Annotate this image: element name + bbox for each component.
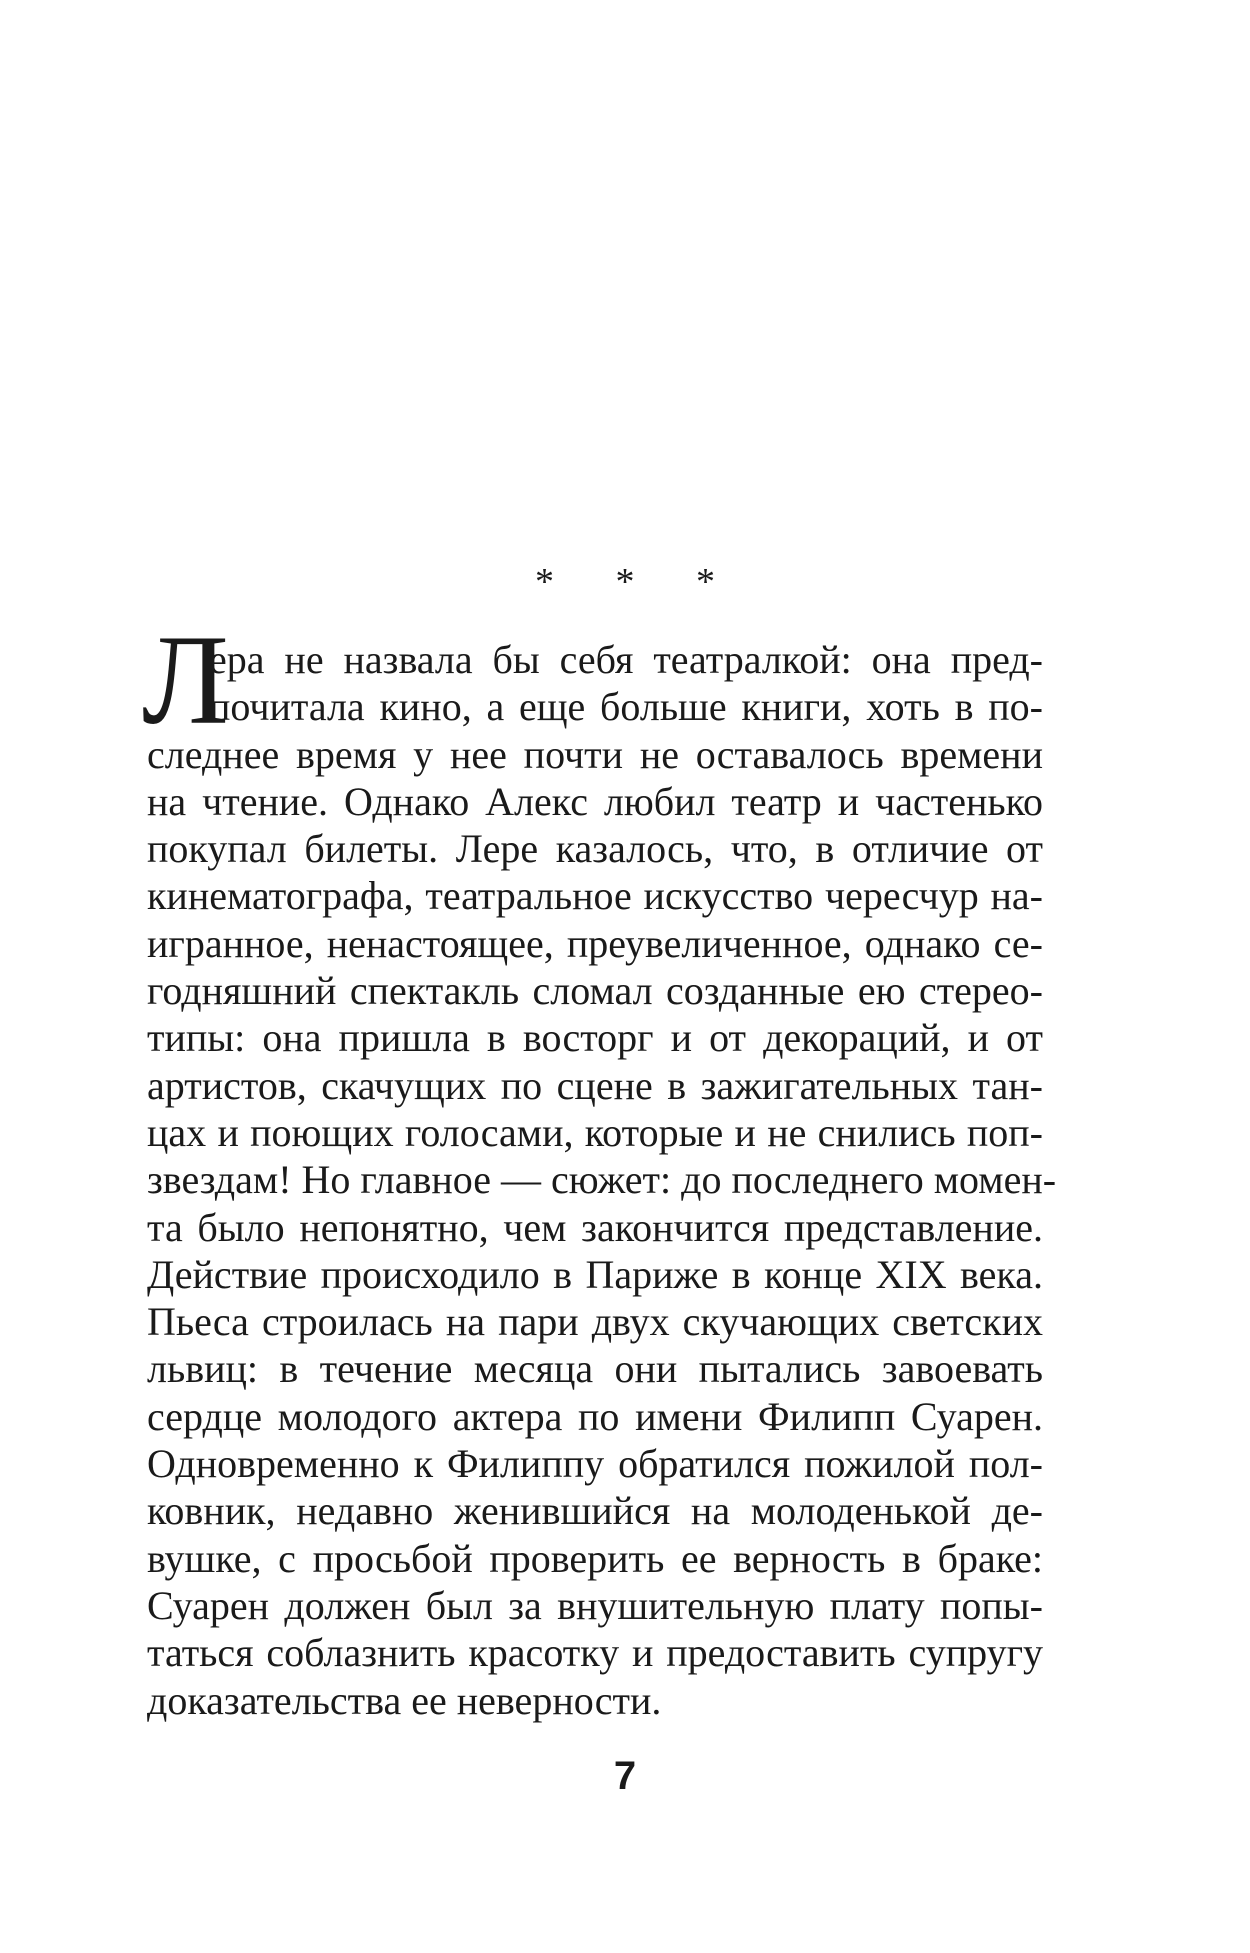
text-line: звездам! Но главное — сюжет: до последнего момен-: [147, 1157, 1057, 1203]
text-line: ера не назвала бы себя театралкой: она пред-: [209, 637, 1043, 682]
text-line: ковник, недавно женившийся на молоденькой де-: [147, 1488, 1043, 1534]
section-separator: * * *: [535, 561, 741, 603]
text-line: цах и поющих голосами, которые и не снились поп-: [147, 1109, 1043, 1155]
page-number: 7: [613, 1754, 637, 1798]
text-line: типы: она пришла в восторг и от декораций, и от: [147, 1015, 1043, 1061]
text-line: покупал билеты. Лере казалось, что, в отличие от: [147, 826, 1043, 872]
text-line: игранное, ненастоящее, преувеличенное, однако се-: [147, 920, 1043, 966]
text-line: Одновременно к Филиппу обратился пожилой пол-: [147, 1441, 1043, 1487]
text-line: почитала кино, а еще больше книги, хоть в по-: [209, 684, 1043, 730]
text-line: вушке, с просьбой проверить ее верность в браке:: [147, 1535, 1043, 1581]
text-line: Пьеса строилась на пари двух скучающих светских: [147, 1299, 1043, 1345]
text-line: та было непонятно, чем закончится представление.: [147, 1204, 1043, 1250]
text-line: на чтение. Однако Алекс любил театр и частенько: [147, 778, 1043, 824]
text-line: кинематографа, театральное искусство чересчур на-: [147, 873, 1043, 919]
text-line: сердце молодого актера по имени Филипп Суарен.: [147, 1393, 1043, 1439]
text-line: таться соблазнить красотку и предоставить супругу: [147, 1630, 1043, 1676]
text-line: годняшний спектакль сломал созданные ею стерео-: [147, 968, 1043, 1014]
text-line: Действие происходило в Париже в конце XIX века.: [147, 1251, 1043, 1297]
text-line: доказательства ее неверности.: [147, 1677, 662, 1723]
text-line: следнее время у нее почти не оставалось времени: [147, 731, 1043, 777]
text-line: львиц: в течение месяца они пытались завоевать: [147, 1346, 1043, 1392]
text-line: Суарен должен был за внушительную плату попы-: [147, 1582, 1043, 1628]
text-line: артистов, скачущих по сцене в зажигательных тан-: [147, 1062, 1043, 1108]
body-text: [147, 636, 1057, 1724]
drop-cap: Л: [142, 609, 229, 751]
